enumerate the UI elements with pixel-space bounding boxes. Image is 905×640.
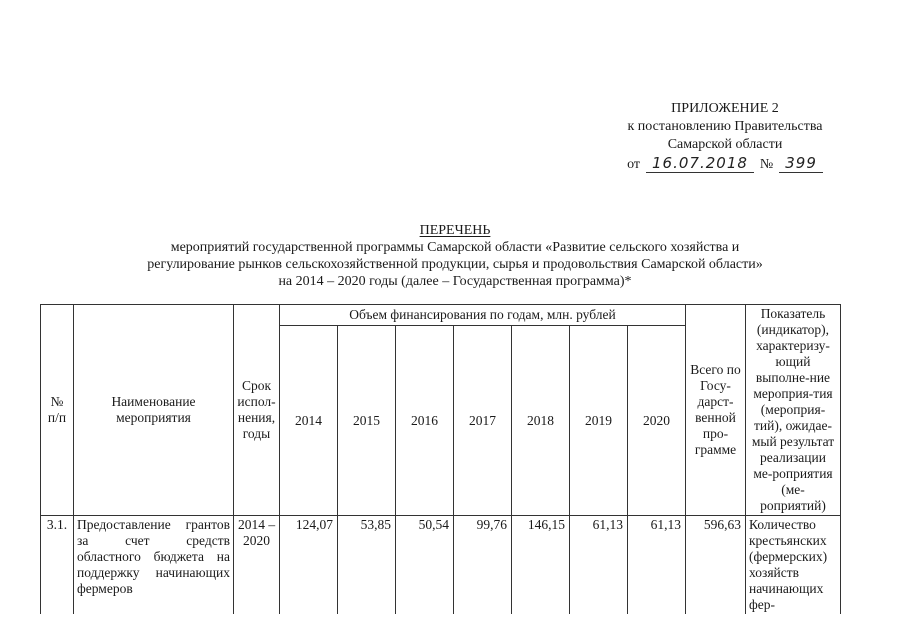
header-name: Наименование мероприятия (74, 305, 234, 516)
measures-table (40, 304, 841, 614)
header-total: Всего по Госу-дарст-венной про-грамме (686, 305, 746, 516)
row-value: 99,76 (454, 516, 512, 615)
row-term: 2014 – 2020 (234, 516, 280, 615)
row-indicator: Количество крестьянских (фермерских) хозяйств начинающих фер- (746, 516, 841, 615)
row-value: 124,07 (280, 516, 338, 615)
table-row (41, 516, 841, 615)
row-value: 146,15 (512, 516, 570, 615)
row-value: 50,54 (396, 516, 454, 615)
appendix-header (560, 100, 890, 174)
header-year: 2020 (628, 326, 686, 516)
row-total: 596,63 (686, 516, 746, 615)
date-prefix: от (627, 157, 641, 172)
row-value: 53,85 (338, 516, 396, 615)
handwritten-date: 16.07.2018 (646, 154, 754, 173)
title-line-3: на 2014 – 2020 годы (далее – Государственная программа)* (278, 274, 632, 289)
header-term: Срок испол-нения, годы (234, 305, 280, 516)
row-name: Предоставление грантов за счет средств областного бюджета на поддержку начинающих фермеров (74, 516, 234, 615)
header-funding: Объем финансирования по годам, млн. рублей (280, 305, 686, 326)
header-number: № п/п (41, 305, 74, 516)
row-number: 3.1. (41, 516, 74, 615)
title-line-2: регулирование рынков сельскохозяйственной продукции, сырья и продовольствия Самарской области» (147, 257, 763, 272)
title-heading: ПЕРЕЧЕНЬ (419, 223, 491, 238)
title-line-1: мероприятий государственной программы Самарской области «Развитие сельского хозяйства и (170, 240, 740, 255)
header-indicator: Показатель (индикатор), характеризу-ющий выполне-ние мероприя-тия (мероприя-тий), ожидае-мый результат реализации ме-роприятия (ме-роприятий) (746, 305, 841, 516)
header-year: 2019 (570, 326, 628, 516)
appendix-title: ПРИЛОЖЕНИЕ 2 (671, 101, 779, 116)
row-value: 61,13 (570, 516, 628, 615)
header-year: 2018 (512, 326, 570, 516)
document-title (60, 222, 850, 290)
number-prefix: № (759, 157, 774, 172)
appendix-region: Самарской области (667, 137, 783, 152)
handwritten-number: 399 (779, 154, 823, 173)
header-year: 2016 (396, 326, 454, 516)
header-year: 2014 (280, 326, 338, 516)
header-year: 2017 (454, 326, 512, 516)
appendix-subtitle: к постановлению Правительства (627, 119, 823, 134)
header-year: 2015 (338, 326, 396, 516)
row-value: 61,13 (628, 516, 686, 615)
appendix-date-row (560, 154, 890, 174)
